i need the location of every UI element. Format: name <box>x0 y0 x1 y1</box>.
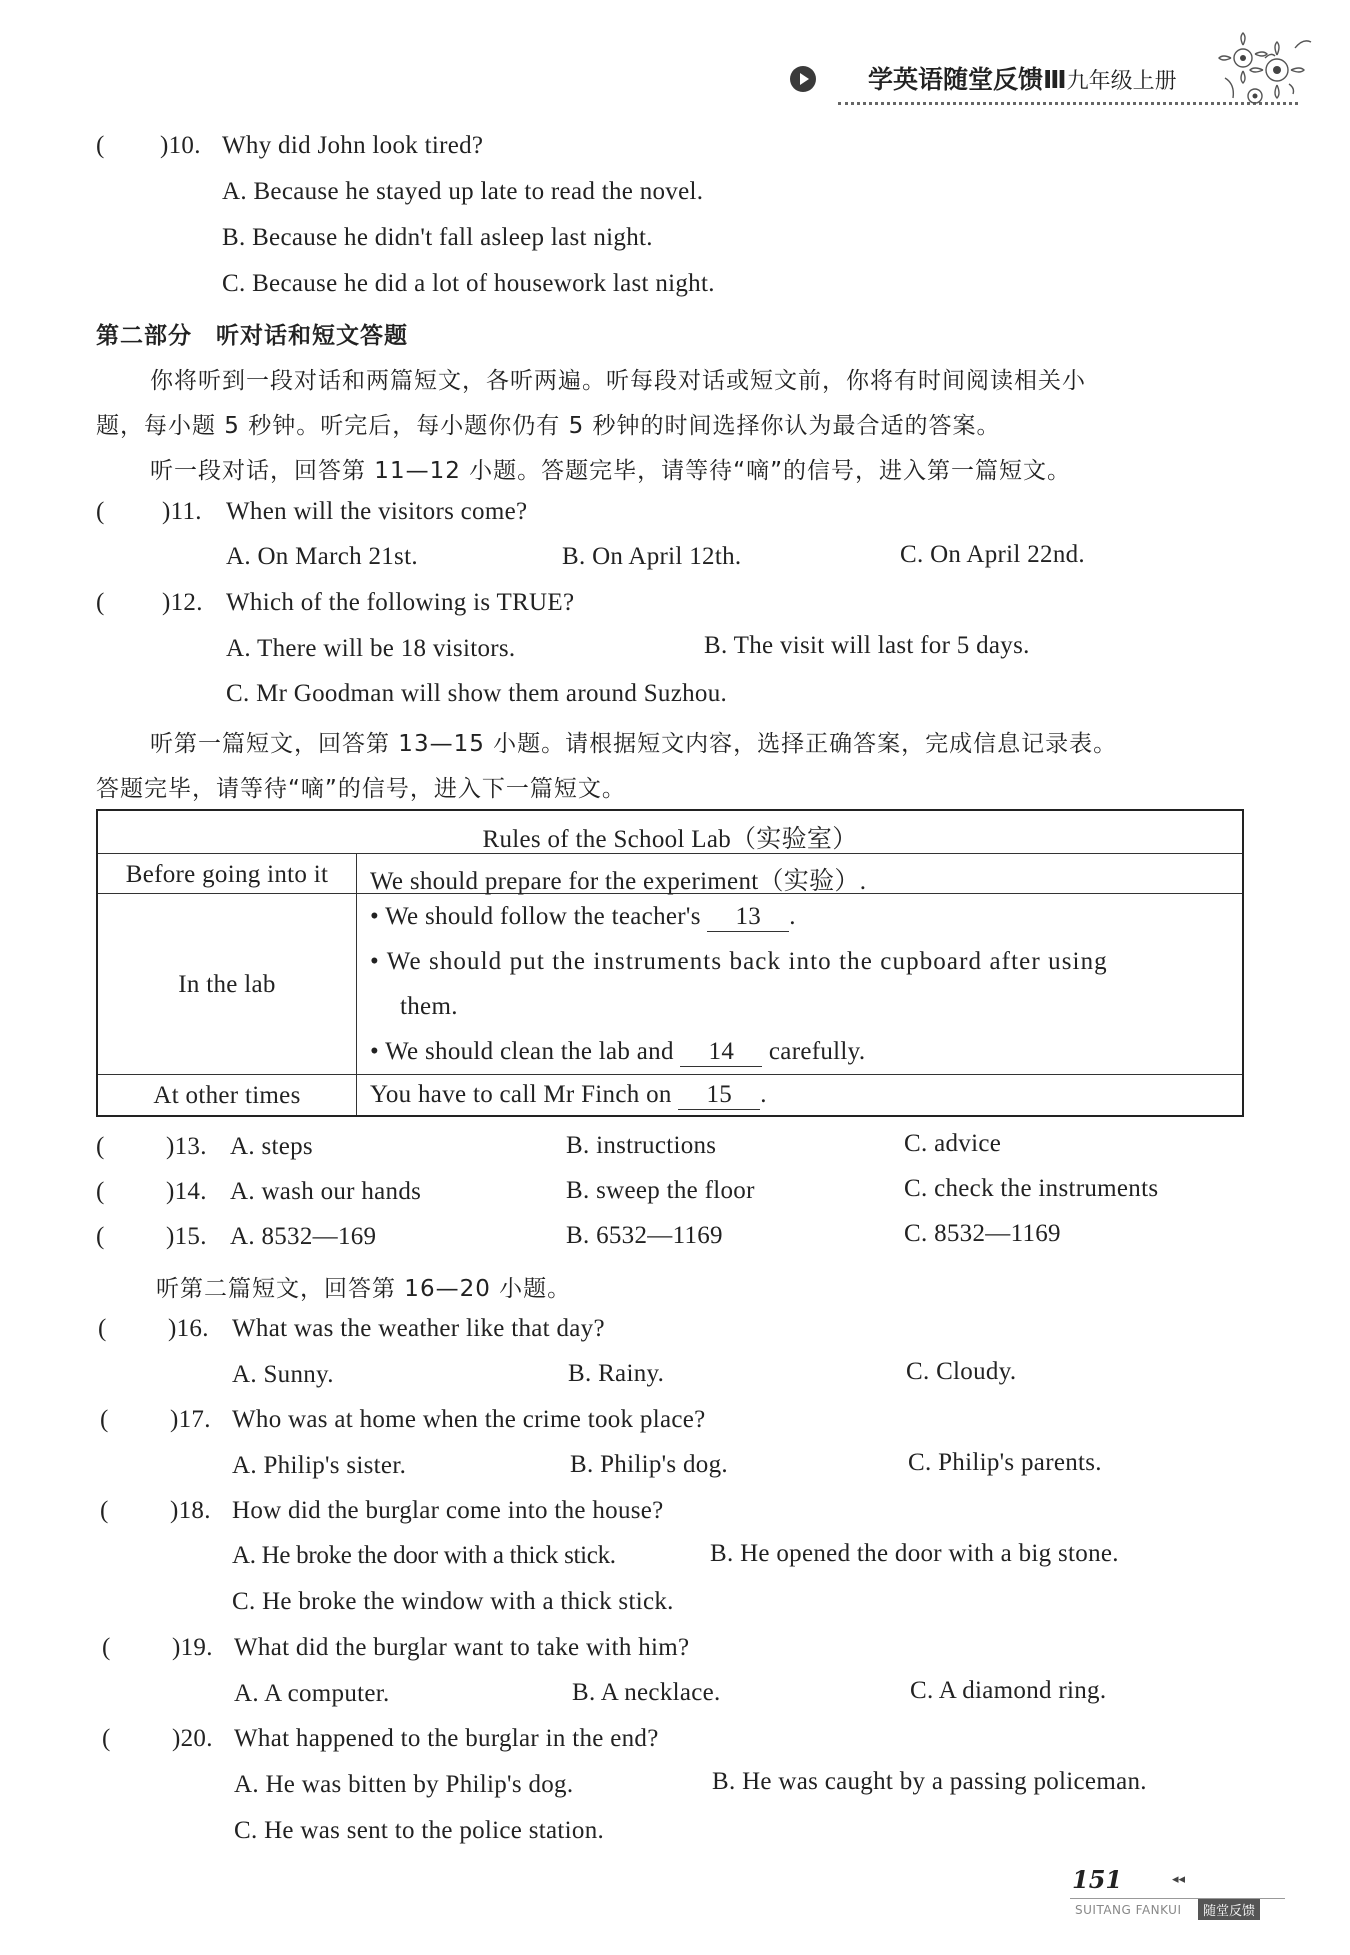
question-number: )11. <box>162 498 202 525</box>
double-arrow-icon: ◂◂ <box>1172 1872 1186 1887</box>
passage1-instruction-line2: 答题完毕，请等待“嘀”的信号，进入下一篇短文。 <box>96 776 626 802</box>
passage1-instruction-line1: 听第一篇短文，回答第 13—15 小题。请根据短文内容，选择正确答案，完成信息记录表。 <box>150 731 1118 757</box>
question-text: What did the burglar want to take with him? <box>234 1634 690 1661</box>
option-a: A. He broke the door with a thick stick. <box>232 1542 616 1569</box>
table-row-label: At other times <box>153 1082 301 1109</box>
intro-paragraph-line2: 题，每小题 5 秒钟。听完后，每小题你仍有 5 秒钟的时间选择你认为最合适的答案。 <box>96 413 1001 439</box>
question-text: When will the visitors come? <box>226 498 528 525</box>
option-c: C. Cloudy. <box>906 1358 1017 1385</box>
answer-paren: ( <box>96 132 105 159</box>
option-c: C. 8532—1169 <box>904 1220 1061 1247</box>
answer-paren: ( <box>96 498 105 525</box>
table-title: Rules of the School Lab（实验室） <box>482 826 858 853</box>
section-heading: 第二部分 听对话和短文答题 <box>96 323 408 349</box>
answer-paren: ( <box>96 1223 105 1250</box>
option-a: A. Because he stayed up late to read the novel. <box>222 178 704 205</box>
option-a: A. steps <box>230 1133 313 1160</box>
sunflower-decoration-icon <box>1205 18 1315 128</box>
answer-paren: ( <box>96 589 105 616</box>
question-text: How did the burglar come into the house? <box>232 1497 664 1524</box>
rules-table <box>96 809 1244 1117</box>
option-c: C. He was sent to the police station. <box>234 1817 605 1844</box>
answer-paren: ( <box>102 1725 111 1752</box>
blank-15[interactable]: 15 <box>678 1081 760 1110</box>
option-a: A. Sunny. <box>232 1361 334 1388</box>
answer-paren: ( <box>96 1133 105 1160</box>
option-c: C. Philip's parents. <box>908 1449 1102 1476</box>
option-b: B. Because he didn't fall asleep last night. <box>222 224 653 251</box>
question-number: )17. <box>170 1406 211 1433</box>
answer-paren: ( <box>100 1497 109 1524</box>
question-number: )20. <box>172 1725 213 1752</box>
option-a: A. A computer. <box>234 1680 390 1707</box>
question-text: What happened to the burglar in the end? <box>234 1725 659 1752</box>
option-a: A. He was bitten by Philip's dog. <box>234 1771 574 1798</box>
question-text: What was the weather like that day? <box>232 1315 605 1342</box>
option-c: C. Because he did a lot of housework last night. <box>222 270 715 297</box>
table-cell-text: We should prepare for the experiment（实验）. <box>370 868 867 895</box>
question-number: )13. <box>166 1133 207 1160</box>
option-c: C. advice <box>904 1130 1002 1157</box>
answer-paren: ( <box>102 1634 111 1661</box>
question-text: Which of the following is TRUE? <box>226 589 575 616</box>
blank-14[interactable]: 14 <box>680 1038 762 1067</box>
question-number: )12. <box>162 589 203 616</box>
footer-series-latin: SUITANG FANKUI <box>1075 1903 1182 1917</box>
option-a: A. wash our hands <box>230 1178 422 1205</box>
option-c: C. A diamond ring. <box>910 1677 1107 1704</box>
option-b: B. Rainy. <box>568 1360 665 1387</box>
option-c: C. He broke the window with a thick stick. <box>232 1588 674 1615</box>
intro-paragraph-line1: 你将听到一段对话和两篇短文，各听两遍。听每段对话或短文前，你将有时间阅读相关小 <box>150 368 1086 394</box>
table-cell-text: You have to call Mr Finch on 15 . <box>370 1081 767 1108</box>
table-bullet-continuation: them. <box>400 993 458 1020</box>
answer-paren: ( <box>96 1178 105 1205</box>
table-bullet: • We should put the instruments back into the cupboard after using <box>370 948 1108 975</box>
blank-13[interactable]: 13 <box>707 903 789 932</box>
option-c: C. Mr Goodman will show them around Suzhou. <box>226 680 728 707</box>
option-b: B. On April 12th. <box>562 543 742 570</box>
question-number: )16. <box>168 1315 209 1342</box>
answer-paren: ( <box>98 1315 107 1342</box>
option-a: A. On March 21st. <box>226 543 418 570</box>
option-b: B. Philip's dog. <box>570 1451 728 1478</box>
option-b: B. 6532—1169 <box>566 1222 723 1249</box>
play-icon <box>790 66 816 92</box>
question-text: Why did John look tired? <box>222 132 484 159</box>
option-c: C. check the instruments <box>904 1175 1159 1202</box>
footer-series-badge: 随堂反馈 <box>1198 1899 1260 1920</box>
option-b: B. sweep the floor <box>566 1177 755 1204</box>
question-number: )18. <box>170 1497 211 1524</box>
option-a: A. There will be 18 visitors. <box>226 635 516 662</box>
option-b: B. The visit will last for 5 days. <box>704 632 1030 659</box>
option-a: A. 8532—169 <box>230 1223 377 1250</box>
option-a: A. Philip's sister. <box>232 1452 407 1479</box>
option-b: B. instructions <box>566 1132 717 1159</box>
passage2-instruction: 听第二篇短文，回答第 16—20 小题。 <box>156 1276 572 1302</box>
option-b: B. He was caught by a passing policeman. <box>712 1768 1147 1795</box>
question-number: )10. <box>160 132 201 159</box>
page-number: 151 <box>1072 1865 1123 1894</box>
table-bullet: • We should follow the teacher's 13 . <box>370 903 796 930</box>
book-title: 学英语随堂反馈Ⅲ九年级上册 <box>868 65 1177 94</box>
question-number: )15. <box>166 1223 207 1250</box>
table-row-label: In the lab <box>178 971 276 998</box>
table-bullet: • We should clean the lab and 14 carefully. <box>370 1038 866 1065</box>
dialog-instruction: 听一段对话，回答第 11—12 小题。答题完毕，请等待“嘀”的信号，进入第一篇短文。 <box>150 458 1071 484</box>
option-b: B. He opened the door with a big stone. <box>710 1540 1119 1567</box>
question-number: )19. <box>172 1634 213 1661</box>
option-c: C. On April 22nd. <box>900 541 1085 568</box>
answer-paren: ( <box>100 1406 109 1433</box>
table-row-label: Before going into it <box>125 861 329 888</box>
question-number: )14. <box>166 1178 207 1205</box>
question-text: Who was at home when the crime took place? <box>232 1406 706 1433</box>
option-b: B. A necklace. <box>572 1679 721 1706</box>
